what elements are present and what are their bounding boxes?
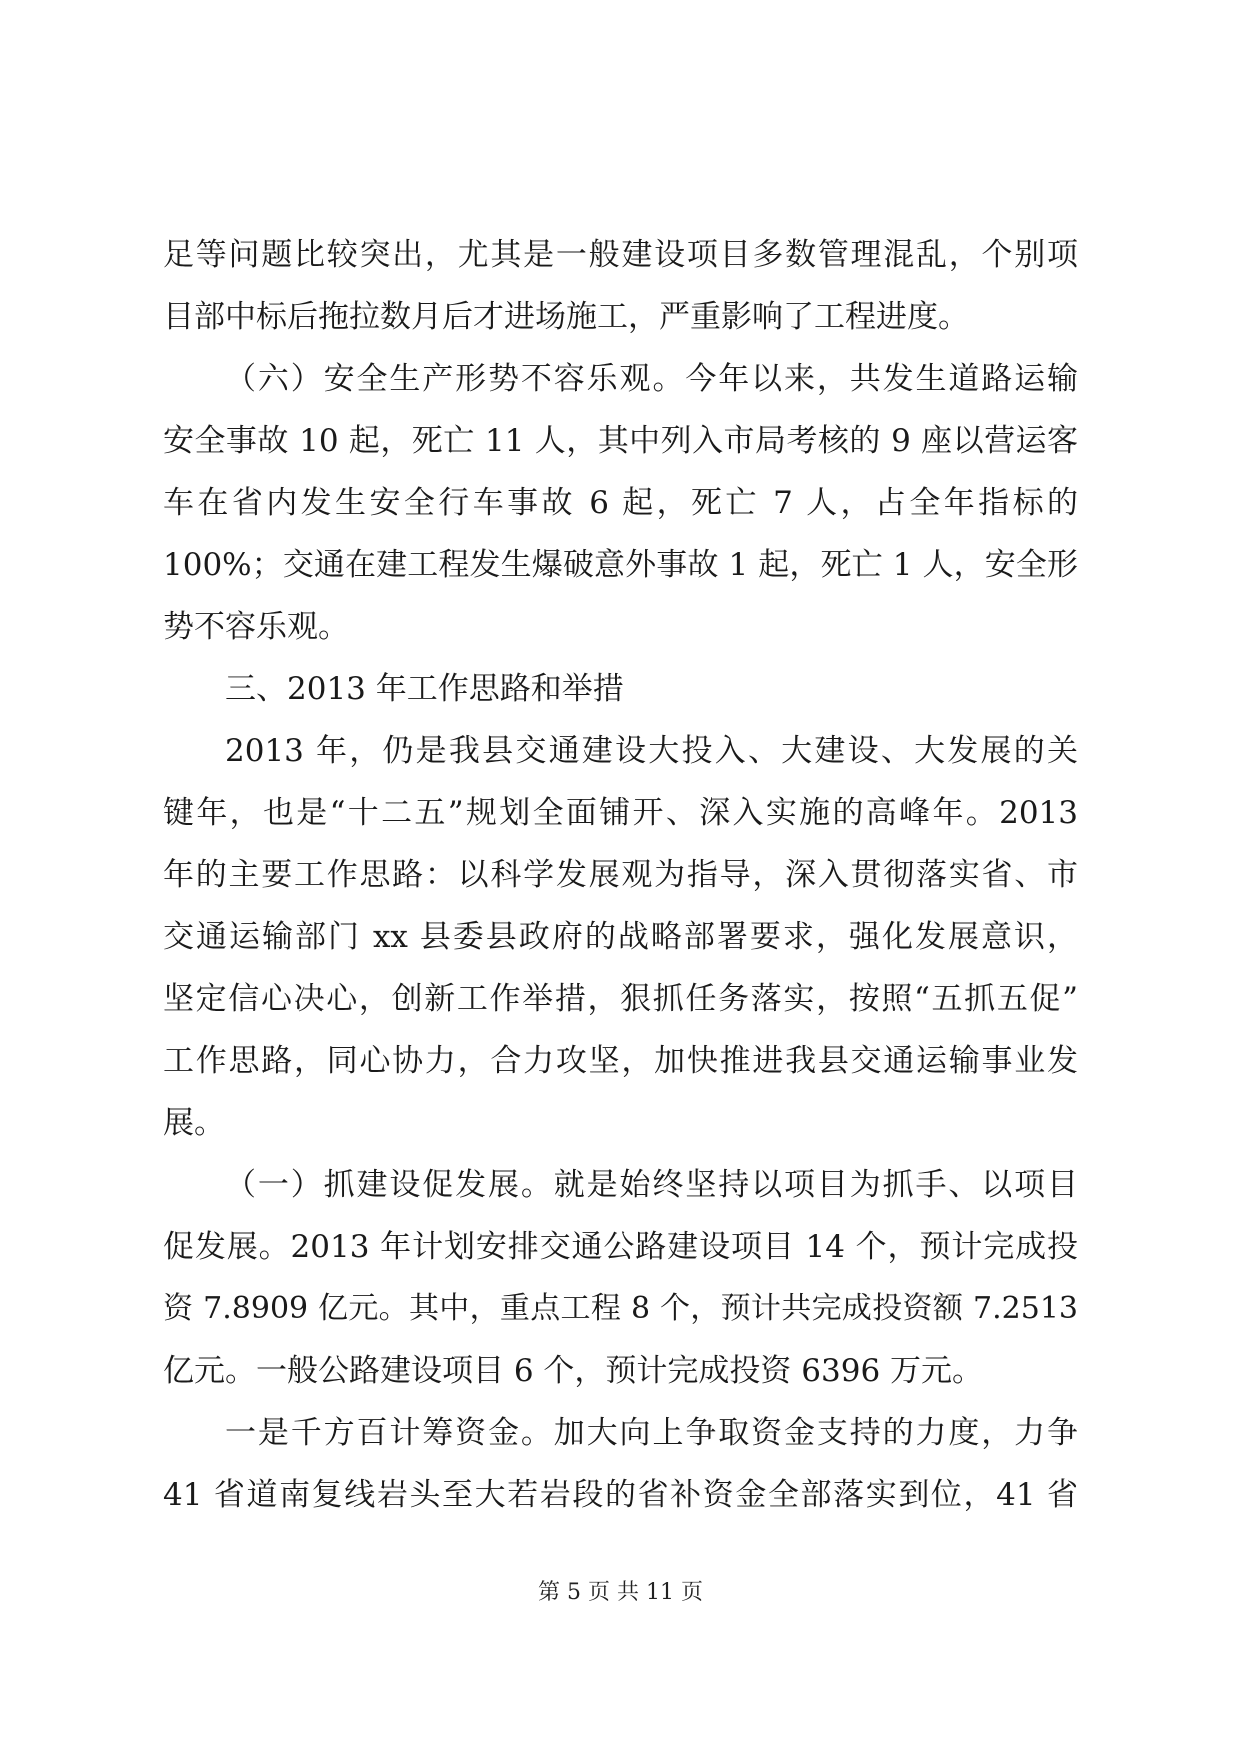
text-line: 目部中标后拖拉数月后才进场施工，严重影响了工程进度。 <box>163 299 969 335</box>
text-line: 促发展。2013 年计划安排交通公路建设项目 14 个，预计完成投 <box>163 1229 1078 1265</box>
text-line: 键年，也是“十二五”规划全面铺开、深入实施的高峰年。2013 <box>163 795 1078 831</box>
text-line: （六）安全生产形势不容乐观。今年以来，共发生道路运输 <box>225 361 1078 397</box>
text-line: 展。 <box>163 1105 225 1141</box>
text-line: 交通运输部门 xx 县委县政府的战略部署要求，强化发展意识， <box>163 919 1078 955</box>
page-footer: 第 5 页 共 11 页 <box>538 1580 703 1605</box>
text-line: 势不容乐观。 <box>163 609 349 645</box>
text-line: 车在省内发生安全行车事故 6 起，死亡 7 人，占全年指标的 <box>163 485 1078 521</box>
text-line: 三、2013 年工作思路和举措 <box>225 671 624 707</box>
text-line: 亿元。一般公路建设项目 6 个，预计完成投资 6396 万元。 <box>163 1353 984 1389</box>
text-line: 2013 年，仍是我县交通建设大投入、大建设、大发展的关 <box>225 733 1078 769</box>
text-line: 年的主要工作思路：以科学发展观为指导，深入贯彻落实省、市 <box>163 857 1078 893</box>
body-text <box>163 224 1078 1526</box>
text-line: 41 省道南复线岩头至大若岩段的省补资金全部落实到位，41 省 <box>163 1477 1078 1513</box>
text-line: 安全事故 10 起，死亡 11 人，其中列入市局考核的 9 座以营运客 <box>163 423 1078 459</box>
text-line: 资 7.8909 亿元。其中，重点工程 8 个，预计共完成投资额 7.2513 <box>163 1291 1078 1326</box>
text-line: 100%；交通在建工程发生爆破意外事故 1 起，死亡 1 人，安全形 <box>163 547 1078 583</box>
text-line: 一是千方百计筹资金。加大向上争取资金支持的力度，力争 <box>225 1415 1078 1451</box>
text-line: 坚定信心决心，创新工作举措，狠抓任务落实，按照“五抓五促” <box>163 981 1078 1017</box>
text-line: 工作思路，同心协力，合力攻坚，加快推进我县交通运输事业发 <box>163 1043 1078 1079</box>
text-line: 足等问题比较突出，尤其是一般建设项目多数管理混乱，个别项 <box>163 237 1078 273</box>
text-line: （一）抓建设促发展。就是始终坚持以项目为抓手、以项目 <box>225 1167 1078 1203</box>
